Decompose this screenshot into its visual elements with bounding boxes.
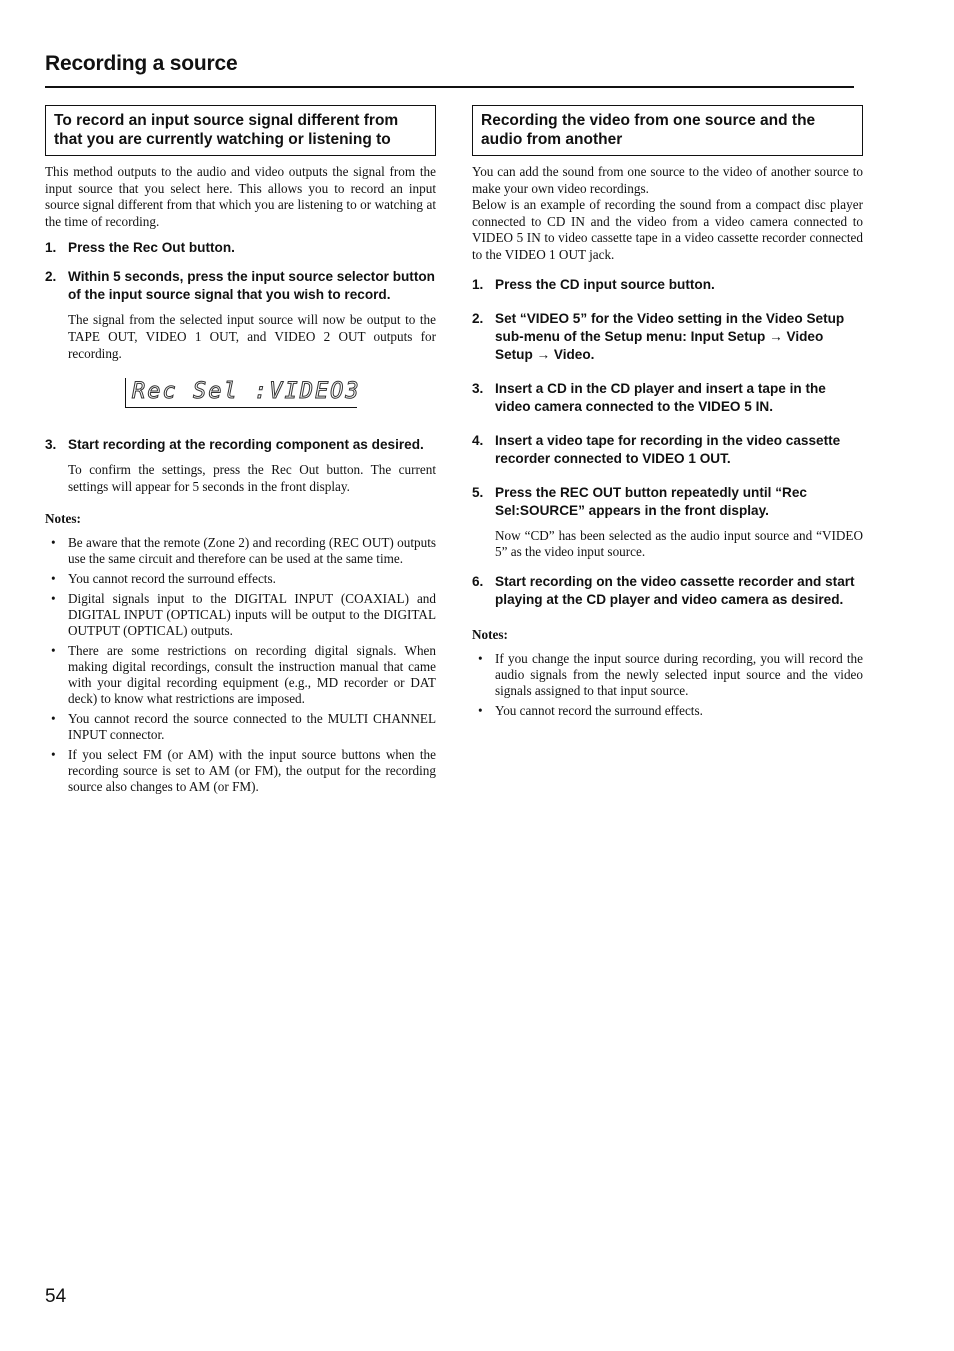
right-step-1: [472, 276, 863, 294]
bullet-icon: •: [478, 650, 483, 666]
step-text: Set “VIDEO 5” for the Video setting in the Video Setup sub-menu of the Setup menu: Input Setup → Video Setup → Video.: [495, 310, 845, 362]
right-step-3: [472, 380, 863, 416]
step-text: Press the REC OUT button repeatedly until “Rec Sel:SOURCE” appears in the front display.: [495, 484, 807, 518]
note-item: [472, 703, 863, 719]
step-number: 1.: [472, 276, 484, 292]
title-rule: [45, 86, 854, 88]
right-step-5-note: Now “CD” has been selected as the audio input source and “VIDEO 5” as the video input source.: [495, 527, 863, 560]
front-display-illustration: [125, 378, 361, 408]
right-intro-text-2: Below is an example of recording the sound from a compact disc player connected to CD IN and the video from a video camera connected to VIDEO 5 IN to video cassette tape in a video cassette recorder connected to the VIDEO 1 OUT jack.: [472, 197, 863, 262]
step-text: Start recording on the video cassette recorder and start playing at the CD player and video camera as desired.: [495, 573, 855, 607]
right-notes-list: [472, 651, 863, 719]
note-text: If you select FM (or AM) with the input source buttons when the recording source is set to AM (or FM), the output for the recording source also changes to AM (or FM).: [68, 747, 436, 795]
bullet-icon: •: [51, 747, 56, 763]
bullet-icon: •: [51, 571, 56, 587]
bullet-icon: •: [51, 591, 56, 607]
note-item: [45, 571, 436, 587]
left-notes-heading: Notes:: [45, 511, 81, 527]
bullet-icon: •: [51, 711, 56, 727]
step-text: Press the Rec Out button.: [68, 240, 235, 256]
right-step-2: [472, 310, 863, 364]
right-step-5: [472, 484, 863, 520]
note-text: You cannot record the source connected to the MULTI CHANNEL INPUT connector.: [68, 711, 436, 743]
step-number: 3.: [45, 437, 57, 453]
step-text: Insert a video tape for recording in the video cassette recorder connected to VIDEO 1 OUT.: [495, 432, 841, 466]
left-step-3: [45, 436, 436, 454]
step-number: 2.: [45, 269, 57, 285]
step-text: Insert a CD in the CD player and insert a tape in the video camera connected to the VIDEO 5 IN.: [495, 380, 826, 414]
step-number: 2.: [472, 310, 484, 326]
right-step-4: [472, 432, 863, 468]
note-text: Digital signals input to the DIGITAL INPUT (COAXIAL) and DIGITAL INPUT (OPTICAL) inputs will be output to the DIGITAL OUTPUT (OPTICAL) outputs.: [68, 591, 436, 639]
note-item: [45, 711, 436, 743]
page-number: 54: [45, 1286, 67, 1307]
note-text: You cannot record the surround effects.: [495, 702, 703, 718]
step-number: 3.: [472, 380, 484, 396]
step-number: 5.: [472, 484, 484, 500]
step-number: 4.: [472, 432, 484, 448]
page-title: Recording a source: [45, 52, 238, 75]
left-step-2: [45, 268, 436, 304]
step-number: 1.: [45, 240, 57, 256]
note-item: [472, 651, 863, 699]
left-step-2-note: The signal from the selected input source will now be output to the TAPE OUT, VIDEO 1 OUT, and VIDEO 2 OUT outputs for recording.: [68, 312, 436, 361]
right-column: [472, 105, 863, 723]
bullet-icon: •: [51, 535, 56, 551]
right-intro-text: You can add the sound from one source to the video of another source to make your own video recordings.: [472, 164, 863, 196]
left-notes-list: [45, 535, 436, 795]
left-column: [45, 105, 436, 799]
right-section-heading: Recording the video from one source and the audio from another: [472, 105, 863, 156]
left-intro-text: This method outputs to the audio and video outputs the signal from the input source that you select here. This allows you to record an input source signal different from that which you are listening to or watching at the time of recording.: [45, 164, 436, 229]
left-step-3-note: To confirm the settings, press the Rec Out button. The current settings will appear for 5 seconds in the front display.: [68, 462, 436, 494]
right-notes-heading: Notes:: [472, 626, 508, 642]
step-text: Within 5 seconds, press the input source selector button of the input source signal that you wish to record.: [68, 269, 435, 303]
bullet-icon: •: [478, 702, 483, 718]
note-item: [45, 643, 436, 707]
left-section-heading: To record an input source signal different from that you are currently watching or listening to: [45, 105, 436, 156]
note-item: [45, 535, 436, 567]
front-display-text: Rec Sel :VIDEO3: [132, 379, 361, 405]
note-text: Be aware that the remote (Zone 2) and recording (REC OUT) outputs use the same circuit and therefore can be used at the same time.: [68, 535, 436, 567]
note-text: You cannot record the surround effects.: [68, 571, 276, 587]
right-step-6: [472, 573, 863, 609]
step-text: Start recording at the recording component as desired.: [68, 437, 424, 453]
left-step-1: [45, 239, 436, 257]
bullet-icon: •: [51, 643, 56, 659]
note-text: If you change the input source during recording, you will record the audio signals from the newly selected input source and the video signals assigned to that input source.: [495, 650, 863, 698]
note-item: [45, 747, 436, 795]
step-text: Press the CD input source button.: [495, 276, 715, 292]
note-item: [45, 591, 436, 639]
step-number: 6.: [472, 573, 484, 589]
note-text: There are some restrictions on recording digital signals. When making digital recordings, consult the instruction manual that came with your digital recording equipment (e.g., MD recorder or DAT deck) to know what restrictions are imposed.: [68, 643, 436, 707]
